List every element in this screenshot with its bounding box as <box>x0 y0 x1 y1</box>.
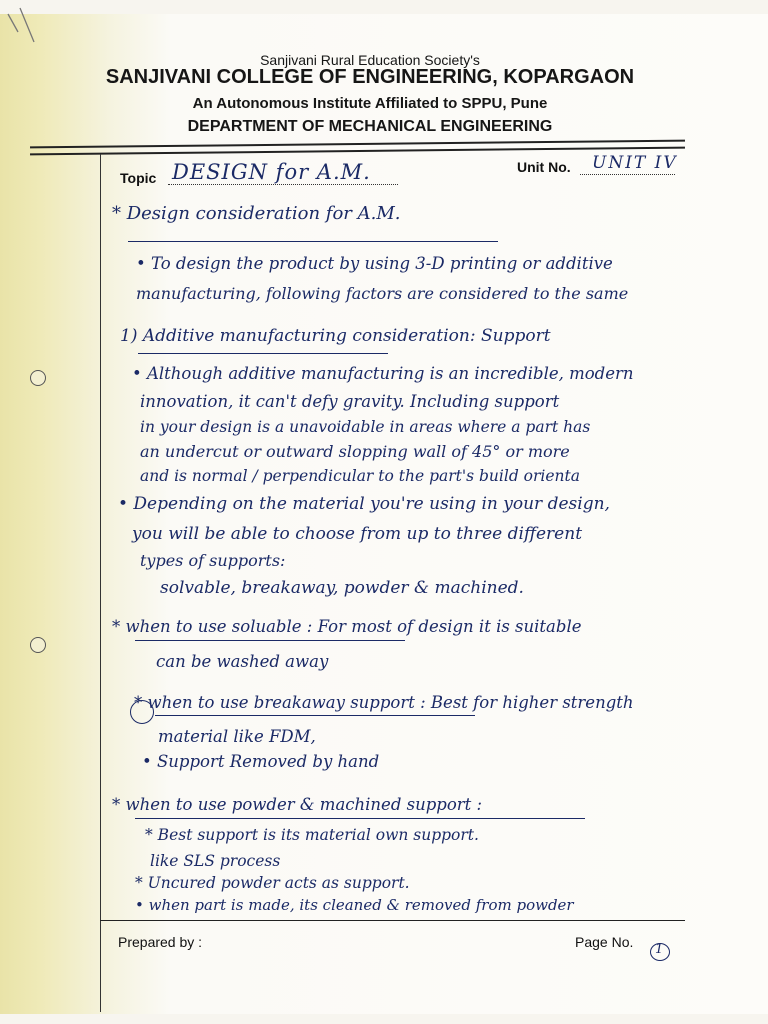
prepared-by-label: Prepared by : <box>118 934 203 950</box>
powder-underline <box>135 818 585 819</box>
unit-dotted-line <box>580 174 675 175</box>
note-line: manufacturing, following factors are considered to the same <box>136 284 629 303</box>
note-line: * Uncured powder acts as support. <box>135 874 410 892</box>
note-line: • Depending on the material you're using in your design, <box>118 494 610 514</box>
unit-value: UNIT IV <box>592 153 678 173</box>
heading-underline <box>128 241 498 242</box>
note-line: solvable, breakaway, powder & machined. <box>160 578 524 598</box>
footer-rule <box>100 920 685 921</box>
affiliation-line: An Autonomous Institute Affiliated to SPPU, Pune <box>192 95 548 112</box>
college-name: SANJIVANI COLLEGE OF ENGINEERING, KOPARGAON <box>105 66 635 88</box>
page-number-label: Page No. <box>575 934 634 950</box>
note-line: you will be able to choose from up to three different <box>132 524 583 544</box>
note-line-subheading: 1) Additive manufacturing consideration: Support <box>120 326 551 346</box>
subheading-underline <box>138 353 388 354</box>
note-line: and is normal / perpendicular to the part's build orienta <box>140 467 581 485</box>
note-line: material like FDM, <box>158 727 316 746</box>
note-line-bullet: * when to use powder & machined support : <box>112 795 483 814</box>
department-name: DEPARTMENT OF MECHANICAL ENGINEERING <box>187 118 553 135</box>
binder-hole-top <box>30 370 46 386</box>
topic-label: Topic <box>120 170 157 186</box>
note-line: • Support Removed by hand <box>142 752 380 771</box>
note-line: • Although additive manufacturing is an incredible, modern <box>132 364 634 383</box>
note-line: an undercut or outward slopping wall of 45° or more <box>140 442 570 461</box>
binder-hole-bottom <box>30 637 46 653</box>
corner-pencil-mark <box>4 2 44 52</box>
note-line: innovation, it can't defy gravity. Including support <box>140 392 560 411</box>
note-line: in your design is a unavoidable in areas where a part has <box>140 418 591 436</box>
soluable-underline <box>135 640 405 641</box>
note-line-bullet: * when to use breakaway support : Best for higher strength <box>134 693 634 712</box>
page-number-value: 1 <box>655 942 664 957</box>
society-name: Sanjivani Rural Education Society's <box>260 52 480 68</box>
unit-label: Unit No. <box>517 159 571 175</box>
note-line: can be washed away <box>156 652 329 671</box>
note-line-heading: * Design consideration for A.M. <box>112 203 401 224</box>
breakaway-underline <box>155 715 475 716</box>
note-line: types of supports: <box>140 551 286 570</box>
margin-line <box>100 154 101 1012</box>
note-line-bullet: * when to use soluable : For most of design it is suitable <box>112 617 582 636</box>
topic-value: DESIGN for A.M. <box>172 160 371 184</box>
topic-dotted-line <box>168 184 398 185</box>
note-line: * Best support is its material own support. <box>145 826 479 844</box>
note-line: • when part is made, its cleaned & removed from powder <box>135 896 574 914</box>
note-line: • To design the product by using 3-D printing or additive <box>136 254 613 273</box>
note-line: like SLS process <box>150 852 281 870</box>
